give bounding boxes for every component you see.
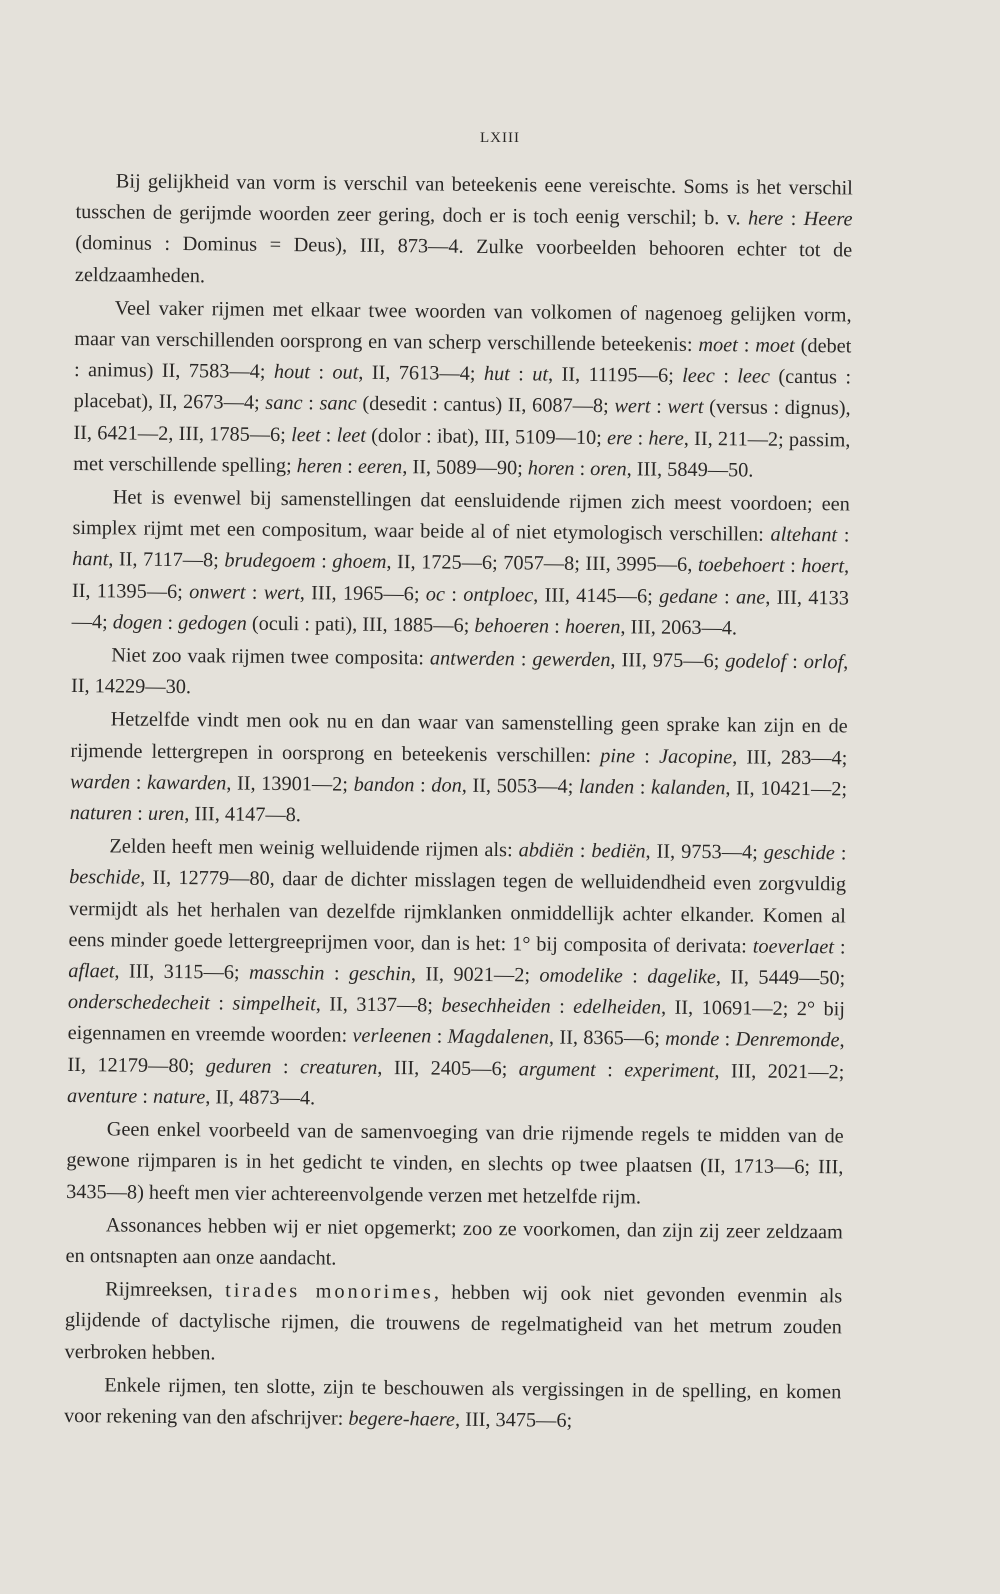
paragraph: Het is evenwel bij samenstellingen dat eensluidende rijmen zich meest voordoen; een simplex rijmt met een compositum, waar beide al of niet etymologisch verschillen: altehant : hant, II, 7117—8; brudegoem : ghoem, II, 1725—6; 7057—8; III, 3995—6, toebehoert : hoert, II, 11395—6; onwert : wert, III, 1965—6; oc : ontploec, III, 4145—6; gedane : ane, III, 4133—4; dogen : gedogen (oculi : pati), III, 1885—6; behoeren : hoeren, III, 2063—4. — [71, 486, 850, 640]
paragraph: Geen enkel voorbeeld van de samenvoeging van drie rijmende regels te midden van de gewone rijmparen is in het gedicht te vinden, en slechts op twee plaatsen (II, 1713—6; III, 3435—8) heeft men vier achtereenvolgende verzen met hetzelfde rijm. — [66, 1118, 844, 1208]
paragraph: Enkele rijmen, ten slotte, zijn te beschouwen als vergissingen in de spelling, en komen voor rekening van den afschrijver: begere-haere, III, 3475—6; — [63, 1374, 842, 1432]
paragraph: Hetzelfde vindt men ook nu en dan waar van samenstelling geen sprake kan zijn en de rijmende lettergrepen in oorsprong en beteekenis verschillen: pine : Jacopine, III, 283—4; warden : kawarden, II, 13901—2; bandon : don, II, 5053—4; landen : kalanden, II, 10421—2; naturen : uren, III, 4147—8. — [69, 708, 848, 827]
paragraph: Zelden heeft men weinig welluidende rijmen als: abdiën : bediën, II, 9753—4; geschide : beschide, II, 12779—80, daar de dichter misslagen tegen de welluidendheid even zorgvuldig vermijdt als het herhalen van dezelfde rijmklanken onmiddellijk achter elkander. Komen al eens minder goede lettergreeprijmen voor, dan is het: 1° bij composita of derivata: toeverlaet : aflaet, III, 3115—6; masschin : geschin, II, 9021—2; omodelike : dagelike, II, 5449—50; onderschedecheit : simpelheit, II, 3137—8; besechheiden : edelheiden, II, 10691—2; 2° bij eigennamen en vreemde woorden: verleenen : Magdalenen, II, 8365—6; monde : Denremonde, II, 12179—80; geduren : creaturen, III, 2405—6; argument : experiment, III, 2021—2; aventure : nature, II, 4873—4. — [66, 835, 847, 1110]
body-text — [64, 166, 853, 1440]
paragraph: Veel vaker rijmen met elkaar twee woorden van volkomen of nagenoeg gelijken vorm, maar van verschillenden oorsprong en van scherp verschillende beteekenis: moet : moet (debet : animus) II, 7583—4; hout : out, II, 7613—4; hut : ut, II, 11195—6; leec : leec (cantus : placebat), II, 2673—4; sanc : sanc (desedit : cantus) II, 6087—8; wert : wert (versus : dignus), II, 6421—2, III, 1785—6; leet : leet (dolor : ibat), III, 5109—10; ere : here, II, 211—2; passim, met verschillende spelling; heren : eeren, II, 5089—90; horen : oren, III, 5849—50. — [73, 297, 852, 482]
paragraph: Rijmreeksen, tirades monorimes, hebben wij ook niet gevonden evenmin als glijdende of dactylische rijmen, die trouwens de regelmatigheid van het metrum zouden verbroken hebben. — [64, 1278, 843, 1364]
paragraph: Niet zoo vaak rijmen twee composita: antwerden : gewerden, III, 975—6; godelof : orlof, II, 14229—30. — [70, 644, 849, 699]
page-number: LXIII — [480, 130, 520, 146]
paragraph: Bij gelijkheid van vorm is verschil van beteekenis eene vereischte. Soms is het verschil tusschen de gerijmde woorden zeer gering, doch er is toch eenig verschil; b. v. here : Heere (dominus : Dominus = Deus), III, 873—4. Zulke voorbeelden behooren echter tot de zeldzaamheden. — [74, 170, 853, 287]
paragraph: Assonances hebben wij er niet opgemerkt; zoo ze voorkomen, dan zijn zij zeer zeldzaam en ontsnapten aan onze aandacht. — [65, 1214, 843, 1270]
